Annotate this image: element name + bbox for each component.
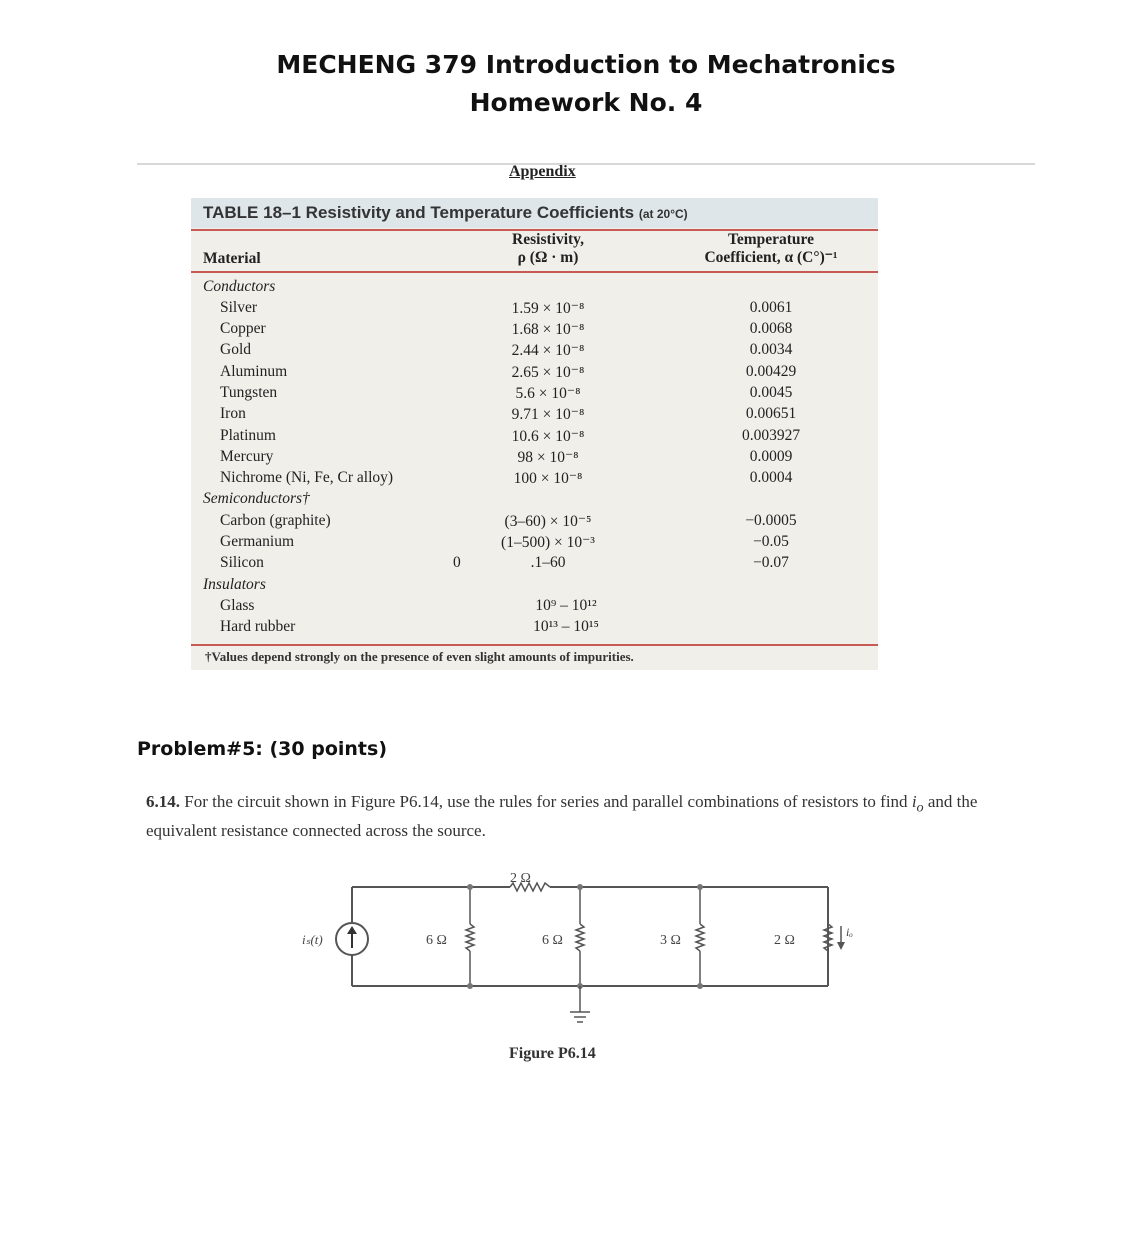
node (467, 884, 473, 890)
table-row: Nichrome (Ni, Fe, Cr alloy) 100 × 10⁻⁸ 0.0004 (220, 469, 793, 487)
table-row: Mercury 98 × 10⁻⁸ 0.0009 (220, 448, 793, 466)
category-semiconductors: Semiconductors† (203, 490, 310, 507)
problem-number: 6.14. (146, 792, 180, 811)
table-row: Carbon (graphite) (3–60) × 10⁻⁵ −0.0005 (220, 512, 797, 530)
table-row: Silver 1.59 × 10⁻⁸ 0.0061 (220, 299, 793, 317)
category-insulators: Insulators (203, 576, 266, 593)
category-conductors: Conductors (203, 278, 276, 295)
appendix-label: Appendix (509, 163, 576, 180)
table-row: Tungsten 5.6 × 10⁻⁸ 0.0045 (220, 384, 793, 402)
problem-heading: Problem#5: (30 points) (137, 738, 388, 760)
col-resistivity-line1: Resistivity, (512, 231, 584, 248)
col-resistivity (483, 231, 613, 267)
table-row: Iron 9.71 × 10⁻⁸ 0.00651 (220, 405, 797, 423)
table-title-text: TABLE 18–1 Resistivity and Temperature Coefficients (203, 203, 635, 222)
label-r-series: 2 Ω (510, 871, 531, 886)
var-io-sub: o (916, 799, 924, 816)
table-rule-header (191, 271, 878, 273)
col-material: Material (203, 250, 261, 267)
problem-text-b: and the equivalent resistance connected across the source. (146, 792, 978, 841)
divider (137, 163, 1035, 165)
label-r4: 2 Ω (774, 933, 795, 948)
col-temperature (681, 231, 861, 267)
col-resistivity-line2: ρ (Ω · m) (517, 249, 579, 266)
node (697, 884, 703, 890)
homework-title: Homework No. 4 (469, 88, 703, 117)
table-row: Germanium (1–500) × 10⁻³ −0.05 (220, 533, 789, 551)
var-io: i (911, 792, 917, 811)
table-footnote: †Values depend strongly on the presence of even slight amounts of impurities. (205, 649, 634, 664)
col-temperature-line1: Temperature (727, 231, 815, 248)
label-r3: 3 Ω (660, 933, 681, 948)
resistivity-table (191, 198, 878, 670)
resistor-3ohm (696, 924, 704, 951)
problem-text-a: For the circuit shown in Figure P6.14, use the rules for series and parallel combinations of resistors to find (180, 792, 912, 811)
problem-text (146, 790, 1026, 843)
node (467, 983, 473, 989)
label-r2: 6 Ω (542, 933, 563, 948)
node (697, 983, 703, 989)
table-row: Hard rubber 10¹³ – 10¹⁵ (220, 618, 599, 635)
label-io: iₒ (846, 925, 853, 939)
label-source: iₛ(t) (302, 932, 323, 947)
course-title: MECHENG 379 Introduction to Mechatronics (276, 50, 896, 79)
figure-caption: Figure P6.14 (509, 1045, 596, 1062)
io-arrow-icon (837, 942, 845, 950)
col-temperature-line2: Coefficient, α (C°)⁻¹ (704, 249, 838, 266)
table-row: Aluminum 2.65 × 10⁻⁸ 0.00429 (220, 363, 797, 381)
table-row: Copper 1.68 × 10⁻⁸ 0.0068 (220, 320, 793, 338)
table-row: Silicon 0 .1–60 −0.07 (220, 554, 789, 571)
label-r1: 6 Ω (426, 933, 447, 948)
table-row: Gold 2.44 × 10⁻⁸ 0.0034 (220, 341, 793, 359)
table-row: Glass 10⁹ – 10¹² (220, 597, 597, 614)
circuit-diagram (280, 860, 880, 1040)
table-rule-bottom (191, 644, 878, 646)
table-row: Platinum 10.6 × 10⁻⁸ 0.003927 (220, 427, 801, 445)
resistor-6ohm-b (576, 924, 584, 951)
resistor-2ohm (824, 924, 832, 951)
table-header-band (191, 198, 878, 228)
table-title (203, 203, 688, 223)
node (577, 884, 583, 890)
table-title-note: (at 20°C) (638, 207, 688, 221)
resistor-6ohm-a (466, 924, 474, 951)
